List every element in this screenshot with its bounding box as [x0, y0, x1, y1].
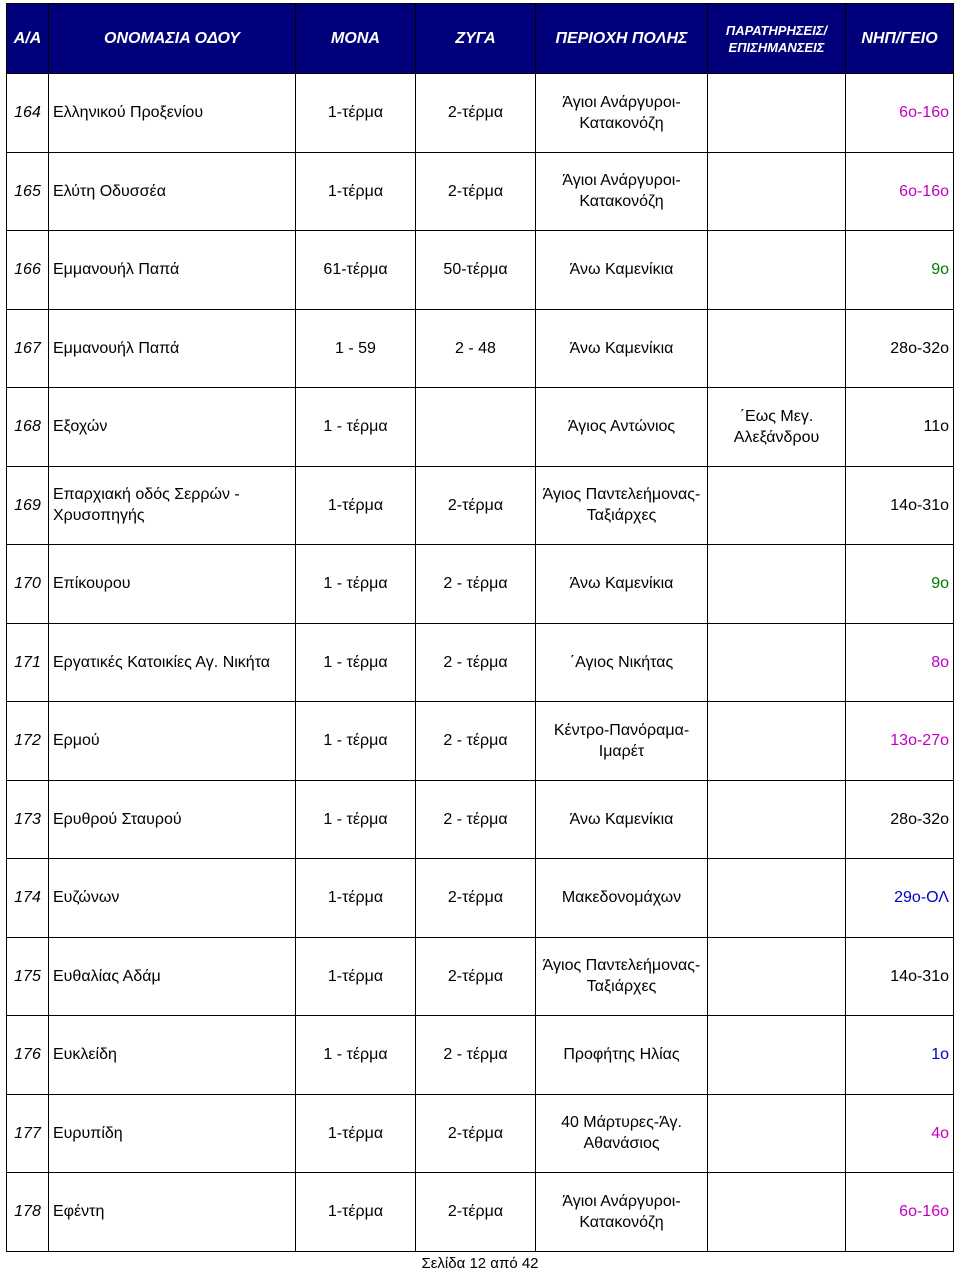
header-row — [7, 4, 954, 74]
cell-street-name: Ευκλείδη — [49, 1016, 296, 1095]
table-row — [7, 388, 954, 467]
cell-odd-range: 1-τέρμα — [296, 1173, 416, 1252]
cell-odd-range: 1 - τέρμα — [296, 545, 416, 624]
cell-number: 176 — [7, 1016, 49, 1095]
cell-notes — [708, 231, 846, 310]
cell-area: 40 Μάρτυρες-Άγ. Αθανάσιος — [536, 1094, 708, 1173]
cell-school: 29ο-ΟΛ — [846, 859, 954, 938]
cell-notes — [708, 466, 846, 545]
cell-even-range: 2 - τέρμα — [416, 1016, 536, 1095]
cell-number: 170 — [7, 545, 49, 624]
cell-even-range: 2-τέρμα — [416, 466, 536, 545]
cell-notes — [708, 152, 846, 231]
cell-odd-range: 1 - τέρμα — [296, 388, 416, 467]
cell-even-range — [416, 388, 536, 467]
cell-odd-range: 1 - τέρμα — [296, 623, 416, 702]
table-row — [7, 1016, 954, 1095]
table-row — [7, 74, 954, 153]
cell-school: 6ο-16ο — [846, 152, 954, 231]
cell-street-name: Ελύτη Οδυσσέα — [49, 152, 296, 231]
cell-street-name: Ερυθρού Σταυρού — [49, 780, 296, 859]
cell-street-name: Εργατικές Κατοικίες Αγ. Νικήτα — [49, 623, 296, 702]
cell-street-name: Επαρχιακή οδός Σερρών - Χρυσοπηγής — [49, 466, 296, 545]
cell-street-name: Ευζώνων — [49, 859, 296, 938]
header-street-name: ΟΝΟΜΑΣΙΑ ΟΔΟΥ — [49, 4, 296, 74]
cell-even-range: 2-τέρμα — [416, 1094, 536, 1173]
cell-area: Άνω Καμενίκια — [536, 545, 708, 624]
cell-notes — [708, 702, 846, 781]
cell-school: 28ο-32ο — [846, 780, 954, 859]
table-row — [7, 1173, 954, 1252]
cell-school: 14ο-31ο — [846, 466, 954, 545]
cell-school: 28ο-32ο — [846, 309, 954, 388]
cell-area: Άνω Καμενίκια — [536, 231, 708, 310]
cell-street-name: Ευρυπίδη — [49, 1094, 296, 1173]
cell-area: Άγιοι Ανάργυροι-Κατακονόζη — [536, 74, 708, 153]
table-row — [7, 623, 954, 702]
cell-even-range: 2-τέρμα — [416, 152, 536, 231]
cell-odd-range: 1 - τέρμα — [296, 1016, 416, 1095]
cell-school: 9ο — [846, 231, 954, 310]
table-row — [7, 231, 954, 310]
cell-area: Άγιος Αντώνιος — [536, 388, 708, 467]
cell-even-range: 2-τέρμα — [416, 859, 536, 938]
header-notes-line1: ΠΑΡΑΤΗΡΗΣΕΙΣ/ — [725, 22, 828, 38]
cell-school: 13ο-27ο — [846, 702, 954, 781]
cell-area: Προφήτης Ηλίας — [536, 1016, 708, 1095]
cell-number: 171 — [7, 623, 49, 702]
cell-odd-range: 1 - 59 — [296, 309, 416, 388]
header-notes — [708, 4, 846, 74]
cell-street-name: Επίκουρου — [49, 545, 296, 624]
cell-even-range: 2 - τέρμα — [416, 702, 536, 781]
cell-even-range: 2-τέρμα — [416, 1173, 536, 1252]
cell-notes — [708, 937, 846, 1016]
cell-notes — [708, 1016, 846, 1095]
cell-area: Άνω Καμενίκια — [536, 780, 708, 859]
table-row — [7, 466, 954, 545]
cell-street-name: Εξοχών — [49, 388, 296, 467]
cell-even-range: 2 - τέρμα — [416, 780, 536, 859]
cell-number: 175 — [7, 937, 49, 1016]
cell-area: Άγιος Παντελεήμονας-Ταξιάρχες — [536, 466, 708, 545]
cell-odd-range: 1-τέρμα — [296, 1094, 416, 1173]
header-aa: Α/Α — [7, 4, 49, 74]
cell-notes — [708, 623, 846, 702]
cell-number: 172 — [7, 702, 49, 781]
cell-odd-range: 1 - τέρμα — [296, 702, 416, 781]
cell-number: 169 — [7, 466, 49, 545]
cell-street-name: Εμμανουήλ Παπά — [49, 309, 296, 388]
cell-notes — [708, 859, 846, 938]
cell-street-name: Εφέντη — [49, 1173, 296, 1252]
cell-area: Κέντρο-Πανόραμα-Ιμαρέτ — [536, 702, 708, 781]
cell-street-name: Ευθαλίας Αδάμ — [49, 937, 296, 1016]
cell-even-range: 50-τέρμα — [416, 231, 536, 310]
cell-odd-range: 1-τέρμα — [296, 74, 416, 153]
cell-number: 166 — [7, 231, 49, 310]
cell-notes — [708, 309, 846, 388]
table-row — [7, 545, 954, 624]
cell-school: 14ο-31ο — [846, 937, 954, 1016]
cell-area: Άνω Καμενίκια — [536, 309, 708, 388]
cell-odd-range: 1-τέρμα — [296, 859, 416, 938]
table-row — [7, 702, 954, 781]
cell-even-range: 2 - τέρμα — [416, 623, 536, 702]
cell-area: Άγιοι Ανάργυροι-Κατακονόζη — [536, 1173, 708, 1252]
cell-notes — [708, 1173, 846, 1252]
cell-number: 165 — [7, 152, 49, 231]
cell-school: 9ο — [846, 545, 954, 624]
cell-school: 6ο-16ο — [846, 74, 954, 153]
cell-number: 167 — [7, 309, 49, 388]
cell-even-range: 2-τέρμα — [416, 937, 536, 1016]
cell-even-range: 2 - τέρμα — [416, 545, 536, 624]
cell-odd-range: 1-τέρμα — [296, 466, 416, 545]
cell-number: 178 — [7, 1173, 49, 1252]
table-row — [7, 152, 954, 231]
header-even: ΖΥΓΑ — [416, 4, 536, 74]
cell-street-name: Ερμού — [49, 702, 296, 781]
header-notes-line2: ΕΠΙΣΗΜΑΝΣΕΙΣ — [728, 39, 825, 55]
table-row — [7, 309, 954, 388]
header-school: ΝΗΠ/ΓΕΙΟ — [846, 4, 954, 74]
table-row — [7, 780, 954, 859]
cell-school: 8ο — [846, 623, 954, 702]
cell-even-range: 2 - 48 — [416, 309, 536, 388]
streets-table — [6, 3, 954, 1252]
cell-area: Μακεδονομάχων — [536, 859, 708, 938]
cell-odd-range: 1-τέρμα — [296, 152, 416, 231]
cell-notes — [708, 780, 846, 859]
cell-number: 173 — [7, 780, 49, 859]
header-area: ΠΕΡΙΟΧΗ ΠΟΛΗΣ — [536, 4, 708, 74]
cell-school: 1ο — [846, 1016, 954, 1095]
cell-notes — [708, 74, 846, 153]
cell-number: 168 — [7, 388, 49, 467]
cell-notes: ΄Εως Μεγ. Αλεξάνδρου — [708, 388, 846, 467]
cell-street-name: Εμμανουήλ Παπά — [49, 231, 296, 310]
cell-number: 174 — [7, 859, 49, 938]
cell-street-name: Ελληνικού Προξενίου — [49, 74, 296, 153]
cell-area: ΄Αγιος Νικήτας — [536, 623, 708, 702]
cell-odd-range: 1 - τέρμα — [296, 780, 416, 859]
cell-area: Άγιοι Ανάργυροι-Κατακονόζη — [536, 152, 708, 231]
page-footer: Σελίδα 12 από 42 — [421, 1255, 539, 1272]
cell-number: 177 — [7, 1094, 49, 1173]
cell-school: 11ο — [846, 388, 954, 467]
cell-odd-range: 61-τέρμα — [296, 231, 416, 310]
cell-school: 6ο-16ο — [846, 1173, 954, 1252]
table-row — [7, 937, 954, 1016]
cell-area: Άγιος Παντελεήμονας-Ταξιάρχες — [536, 937, 708, 1016]
cell-school: 4ο — [846, 1094, 954, 1173]
table-row — [7, 1094, 954, 1173]
cell-notes — [708, 545, 846, 624]
cell-notes — [708, 1094, 846, 1173]
table-row — [7, 859, 954, 938]
cell-odd-range: 1-τέρμα — [296, 937, 416, 1016]
header-odd: ΜΟΝΑ — [296, 4, 416, 74]
cell-number: 164 — [7, 74, 49, 153]
cell-even-range: 2-τέρμα — [416, 74, 536, 153]
